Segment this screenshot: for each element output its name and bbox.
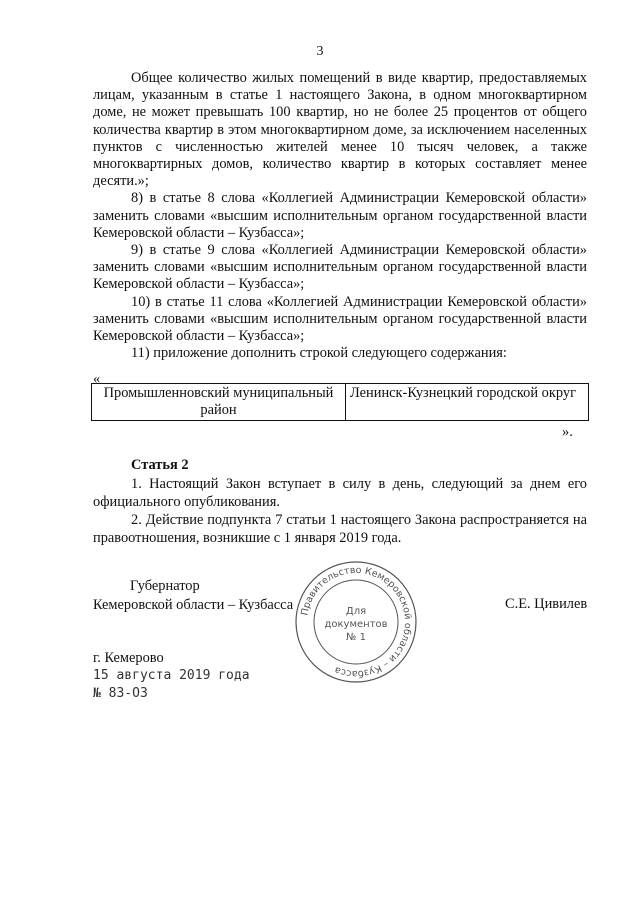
signatory-title-line2: Кемеровской области – Кузбасса: [93, 597, 294, 613]
signatory-name: С.Е. Цивилев: [505, 596, 588, 612]
paragraph-item-9: 9) в статье 9 слова «Коллегией Администрации Кемеровской области» заменить словами «высшим исполнительным органом государственной власти Кемеровской области – Кузбасса»;: [93, 242, 587, 293]
appendix-table: [91, 383, 589, 421]
table-cell-city-district: Ленинск-Кузнецкий городской округ: [346, 384, 589, 421]
date-and-number: [93, 667, 250, 703]
paragraph-apartment-limit: Общее количество жилых помещений в виде квартир, предоставляемых лицам, указанным в статье 1 настоящего Закона, в одном многоквартирном доме, не может превышать 100 квартир, но не более 25 процентов от общего количества квартир в этом многоквартирном доме, за исключением населенных пунктов с численностью жителей менее 10 тысяч человек, а также многоквартирных домов, количество квартир в которых составляет менее десяти.»;: [93, 70, 587, 190]
signing-date: 15 августа 2019 года: [93, 668, 250, 683]
article-2-item-1: 1. Настоящий Закон вступает в силу в день, следующий за днем его официального опубликования.: [93, 476, 587, 510]
signatory-title-line1: Губернатор: [130, 578, 200, 594]
page-number: 3: [316, 44, 324, 59]
official-seal-stamp: [294, 560, 418, 684]
quote-open: «: [93, 371, 101, 387]
paragraph-item-8: 8) в статье 8 слова «Коллегией Администрации Кемеровской области» заменить словами «высшим исполнительным органом государственной власти Кемеровской области – Кузбасса»;: [93, 190, 587, 241]
seal-ring-text: Правительство Кемеровской области – Кузбасса: [299, 564, 414, 680]
signatory-title: [93, 577, 293, 615]
article-2: [93, 456, 587, 547]
table-cell-district: Промышленновский муниципальный район: [92, 384, 346, 421]
seal-line-3: № 1: [346, 632, 366, 643]
article-2-item-2: 2. Действие подпункта 7 статьи 1 настоящего Закона распространяется на правоотношения, возникшие с 1 января 2019 года.: [93, 512, 587, 546]
place-of-signing: г. Кемерово: [93, 650, 164, 666]
paragraph-item-11: 11) приложение дополнить строкой следующего содержания:: [131, 345, 507, 362]
article-2-heading: Статья 2: [131, 457, 189, 473]
amendment-text: [93, 70, 587, 362]
seal-line-1: Для: [345, 606, 367, 617]
table-row: [92, 384, 589, 421]
paragraph-item-10: 10) в статье 11 слова «Коллегией Администрации Кемеровской области» заменить словами «высшим исполнительным органом государственной власти Кемеровской области – Кузбасса»;: [93, 293, 587, 345]
law-number: № 83-ОЗ: [93, 686, 148, 701]
seal-line-2: документов: [324, 619, 388, 630]
quote-close: ».: [562, 424, 573, 440]
